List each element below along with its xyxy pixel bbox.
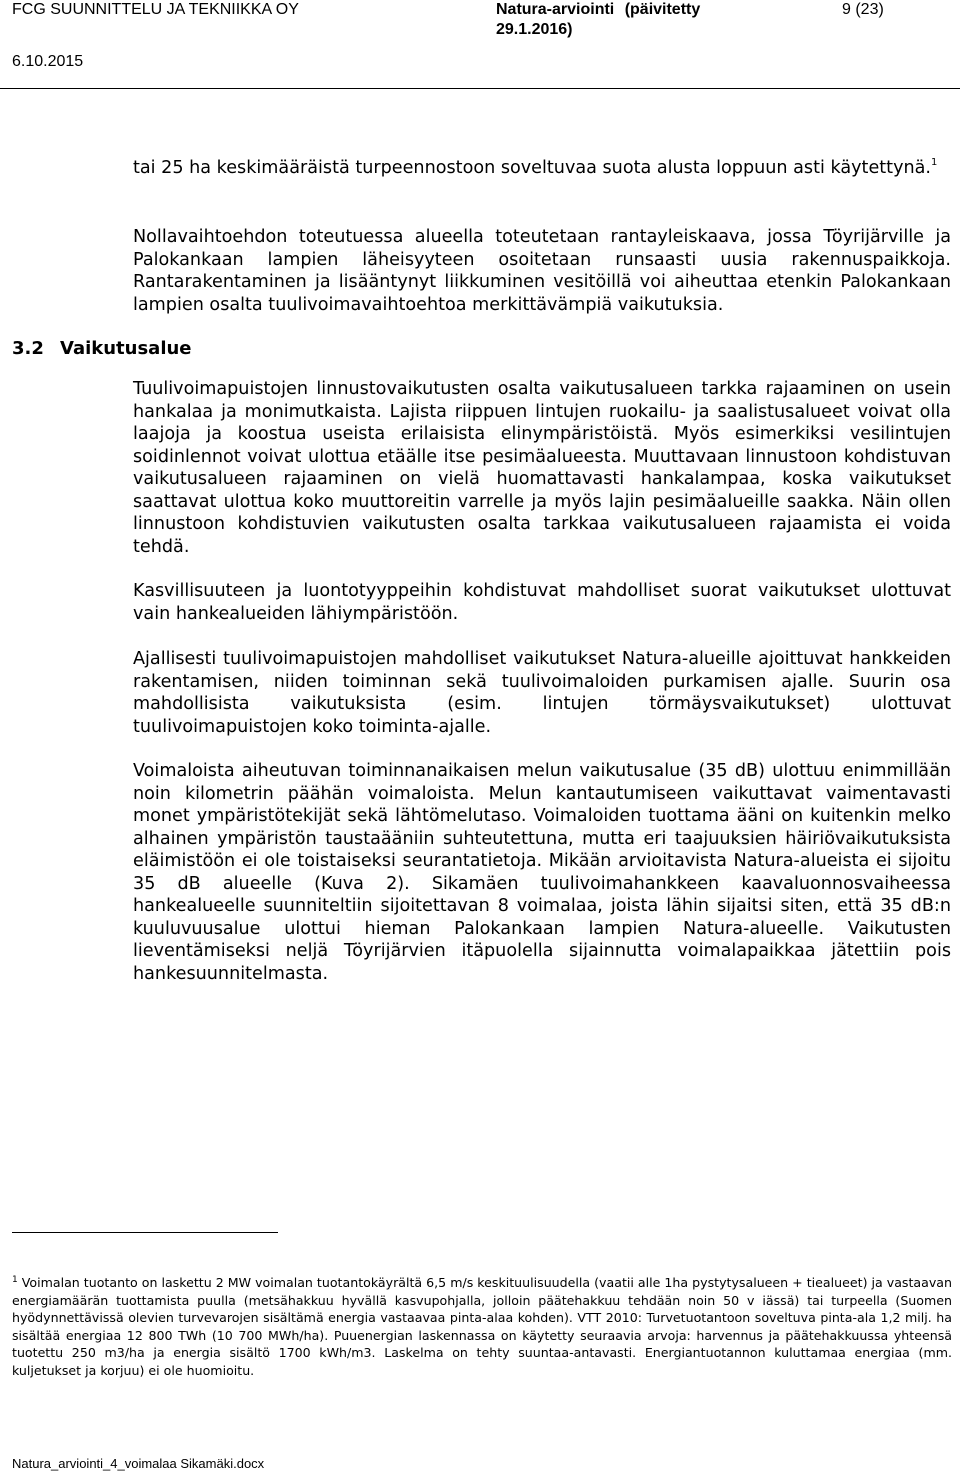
section-number: 3.2 xyxy=(12,338,44,359)
header-company: FCG SUUNNITTELU JA TEKNIIKKA OY xyxy=(12,1,299,18)
header-document-title xyxy=(496,0,736,40)
footnote-marker: 1 xyxy=(12,1275,18,1285)
section-paragraph-2: Kasvillisuuteen ja luontotyyppeihin kohdistuvat mahdolliset suorat vaikutukset ulottuvat vain hankealueiden lähiympäristöön. xyxy=(133,581,951,624)
footnote-text: Voimalan tuotanto on laskettu 2 MW voimalan tuotantokäyrältä 6,5 m/s keskituulisuudella (vaatii alle 1ha pystytysalueen + tiealueet) ja vastaavan energiamäärän tuottamista puulla (metsähakkuu hyvällä kasvupohjalla, jolloin päätehakkuu tehdään noin 50 v iässä) tai turpeella (Suomen hyödynnettävissä olevien turvevarojen sisältämä energia vastaavaa pinta-alaa kohden). VTT 2010: Turvetuotantoon soveltuva pinta-ala 1,2 milj. ha sisältää energiaa 12 800 TWh (10 700 MWh/ha). Puuenergian laskennassa on käytetty seuraavia arvoja: harvennus ja päätehakkuussa yhteensä tuotettu 250 m3/ha ja energia sisältö 1700 kWh/m3. Laskelma on tehty suuntaa-antavasti. Energiantuotannon kuluttamaa energiaa (mm. kuljetukset ja korjuu) ei ole huomioitu. xyxy=(12,1275,952,1378)
header-title-line-2: 29.1.2016) xyxy=(496,21,573,38)
footnote-divider xyxy=(12,1232,278,1233)
header-date: 6.10.2015 xyxy=(12,53,84,70)
section-title: Vaikutusalue xyxy=(60,338,192,359)
section-paragraph-3: Ajallisesti tuulivoimapuistojen mahdolliset vaikutukset Natura-alueille ajoittuvat hankkeiden rakentamisen, niiden toiminnan sekä tuulivoimaloiden purkamisen ajalle. Suurin osa mahdollisista vaikutuksista (esim. lintujen törmäysvaikutukset) ulottuvat tuulivoimapuistojen koko toiminta-ajalle. xyxy=(133,649,951,737)
body-paragraph-0-text: tai 25 ha keskimääräistä turpeennostoon soveltuvaa suota alusta loppuun asti käytettynä. xyxy=(133,158,932,178)
header-title-line-1: Natura-arviointi (päivitetty xyxy=(496,1,701,18)
header-page-number: 9 (23) xyxy=(842,1,884,18)
section-paragraph-4: Voimaloista aiheutuvan toiminnanaikaisen melun vaikutusalue (35 dB) ulottuu enimmillään noin kilometrin päähän voimaloista. Melun kantautumiseen vaikuttavat vaimentavasti monet ympäristötekijät sekä lähtömelutaso. Voimaloiden tuottama ääni on kuitenkin melko alhainen ympäristön taustaääniin suhteutettuna, mutta eri taajuuksien häiriövaikutuksista eläimistöön ei ole toistaiseksi seurantatietoja. Mikään arvioitavista Natura-alueista ei sijoitu 35 dB alueelle (Kuva 2). Sikamäen tuulivoimahankkeen kaavaluonnosvaiheessa hankealueelle suunniteltiin sijoitettavan 8 voimalaa, joista lähin sijaitsi siten, että 35 dB:n kuuluvuusalue ulottui hieman Palokankaan lampien Natura-alueelle. Vaikutusten lieventämiseksi neljä Töyrijärvien itäpuolella sijainnutta voimalapaikkaa jätettiin pois hankesuunnitelmasta. xyxy=(133,761,951,984)
body-paragraph-1: Nollavaihtoehdon toteutuessa alueella toteutetaan rantayleiskaava, jossa Töyrijärville ja Palokankaan lampien läheisyyteen osoitetaan runsaasti uusia rakennuspaikkoja. Rantarakentaminen ja lisääntynyt liikkuminen vesitöillä voi aiheuttaa etenkin Palokankaan lampien osalta tuulivoimavaihtoehtoa merkittävämpiä vaikutuksia. xyxy=(133,227,951,315)
footnote xyxy=(12,1274,952,1379)
footer-filename: Natura_arviointi_4_voimalaa Sikamäki.docx xyxy=(12,1456,265,1471)
section-paragraph-1: Tuulivoimapuistojen linnustovaikutusten osalta vaikutusalueen tarkka rajaaminen on usein hankalaa ja monimutkaista. Lajista riippuen lintujen ruokailu- ja saalistusalueet voivat olla laajoja ja koostua useista erilaisista elinympäristöistä. Myös esimerkiksi vesilintujen soidinlennot voivat ulottua etäälle itse pesimäalueesta. Muuttavaan linnustoon kohdistuvan vaikutusalueen rajaaminen on vielä huomattavasti hankalampaa, koska vaikutukset saattavat ulottua koko muuttoreitin varrelle ja myös lajin pesimäalueille saakka. Näin ollen linnustoon kohdistuvien vaikutusten osalta tarkkaa vaikutusalueen rajaamista ei voida tehdä. xyxy=(133,379,951,557)
section-heading xyxy=(12,338,192,359)
header-divider xyxy=(0,88,960,89)
footnote-reference: 1 xyxy=(931,157,938,168)
body-paragraph-0 xyxy=(133,157,951,180)
